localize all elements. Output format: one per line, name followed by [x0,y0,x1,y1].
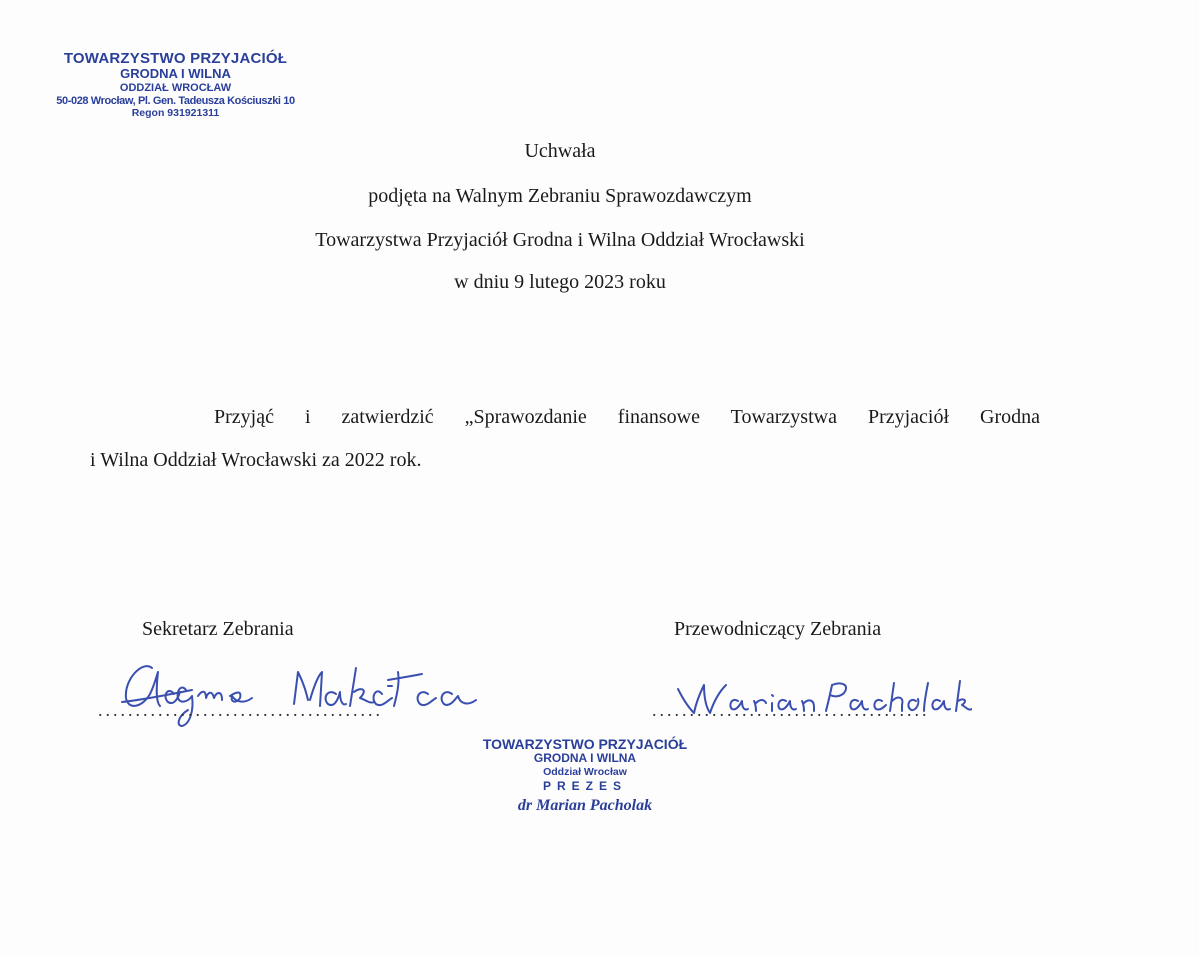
stamp-regon: Regon 931921311 [131,107,220,120]
stamp-branch: ODDZIAŁ WROCŁAW [119,82,232,95]
president-stamp [440,736,730,815]
resolution-body-line2: i Wilna Oddział Wrocławski za 2022 rok. [90,449,422,471]
resolution-organization: Towarzystwa Przyjaciół Grodna i Wilna Oddział Wrocławski [315,229,805,251]
organization-stamp [38,50,313,120]
resolution-title: Uchwała [524,140,596,162]
president-stamp-org-cities: GRODNA I WILNA [533,751,637,766]
resolution-body [90,396,1040,482]
chairman-role-label: Przewodniczący Zebrania [674,618,882,640]
resolution-date: w dniu 9 lutego 2023 roku [454,271,666,293]
secretary-role-label: Sekretarz Zebrania [142,618,294,640]
president-stamp-branch: Oddział Wrocław [543,765,627,778]
stamp-address: 50-028 Wrocław, Pl. Gen. Tadeusza Kościuszki 10 [56,94,295,107]
stamp-org-cities: GRODNA I WILNA [120,66,231,82]
resolution-subtitle: podjęta na Walnym Zebraniu Sprawozdawczym [368,185,752,207]
president-stamp-name: dr Marian Pacholak [517,796,653,814]
secretary-signature-line: ...................................... [98,700,383,720]
stamp-org-name: TOWARZYSTWO PRZYJACIÓŁ [63,50,288,67]
president-stamp-org-name: TOWARZYSTWO PRZYJACIÓŁ [482,736,688,752]
president-stamp-title: PREZES [542,778,627,793]
resolution-body-line1: Przyjąć i zatwierdzić „Sprawozdanie finansowe Towarzystwa Przyjaciół Grodna [214,406,1040,428]
chairman-signature-line: ..................................... [652,700,930,720]
